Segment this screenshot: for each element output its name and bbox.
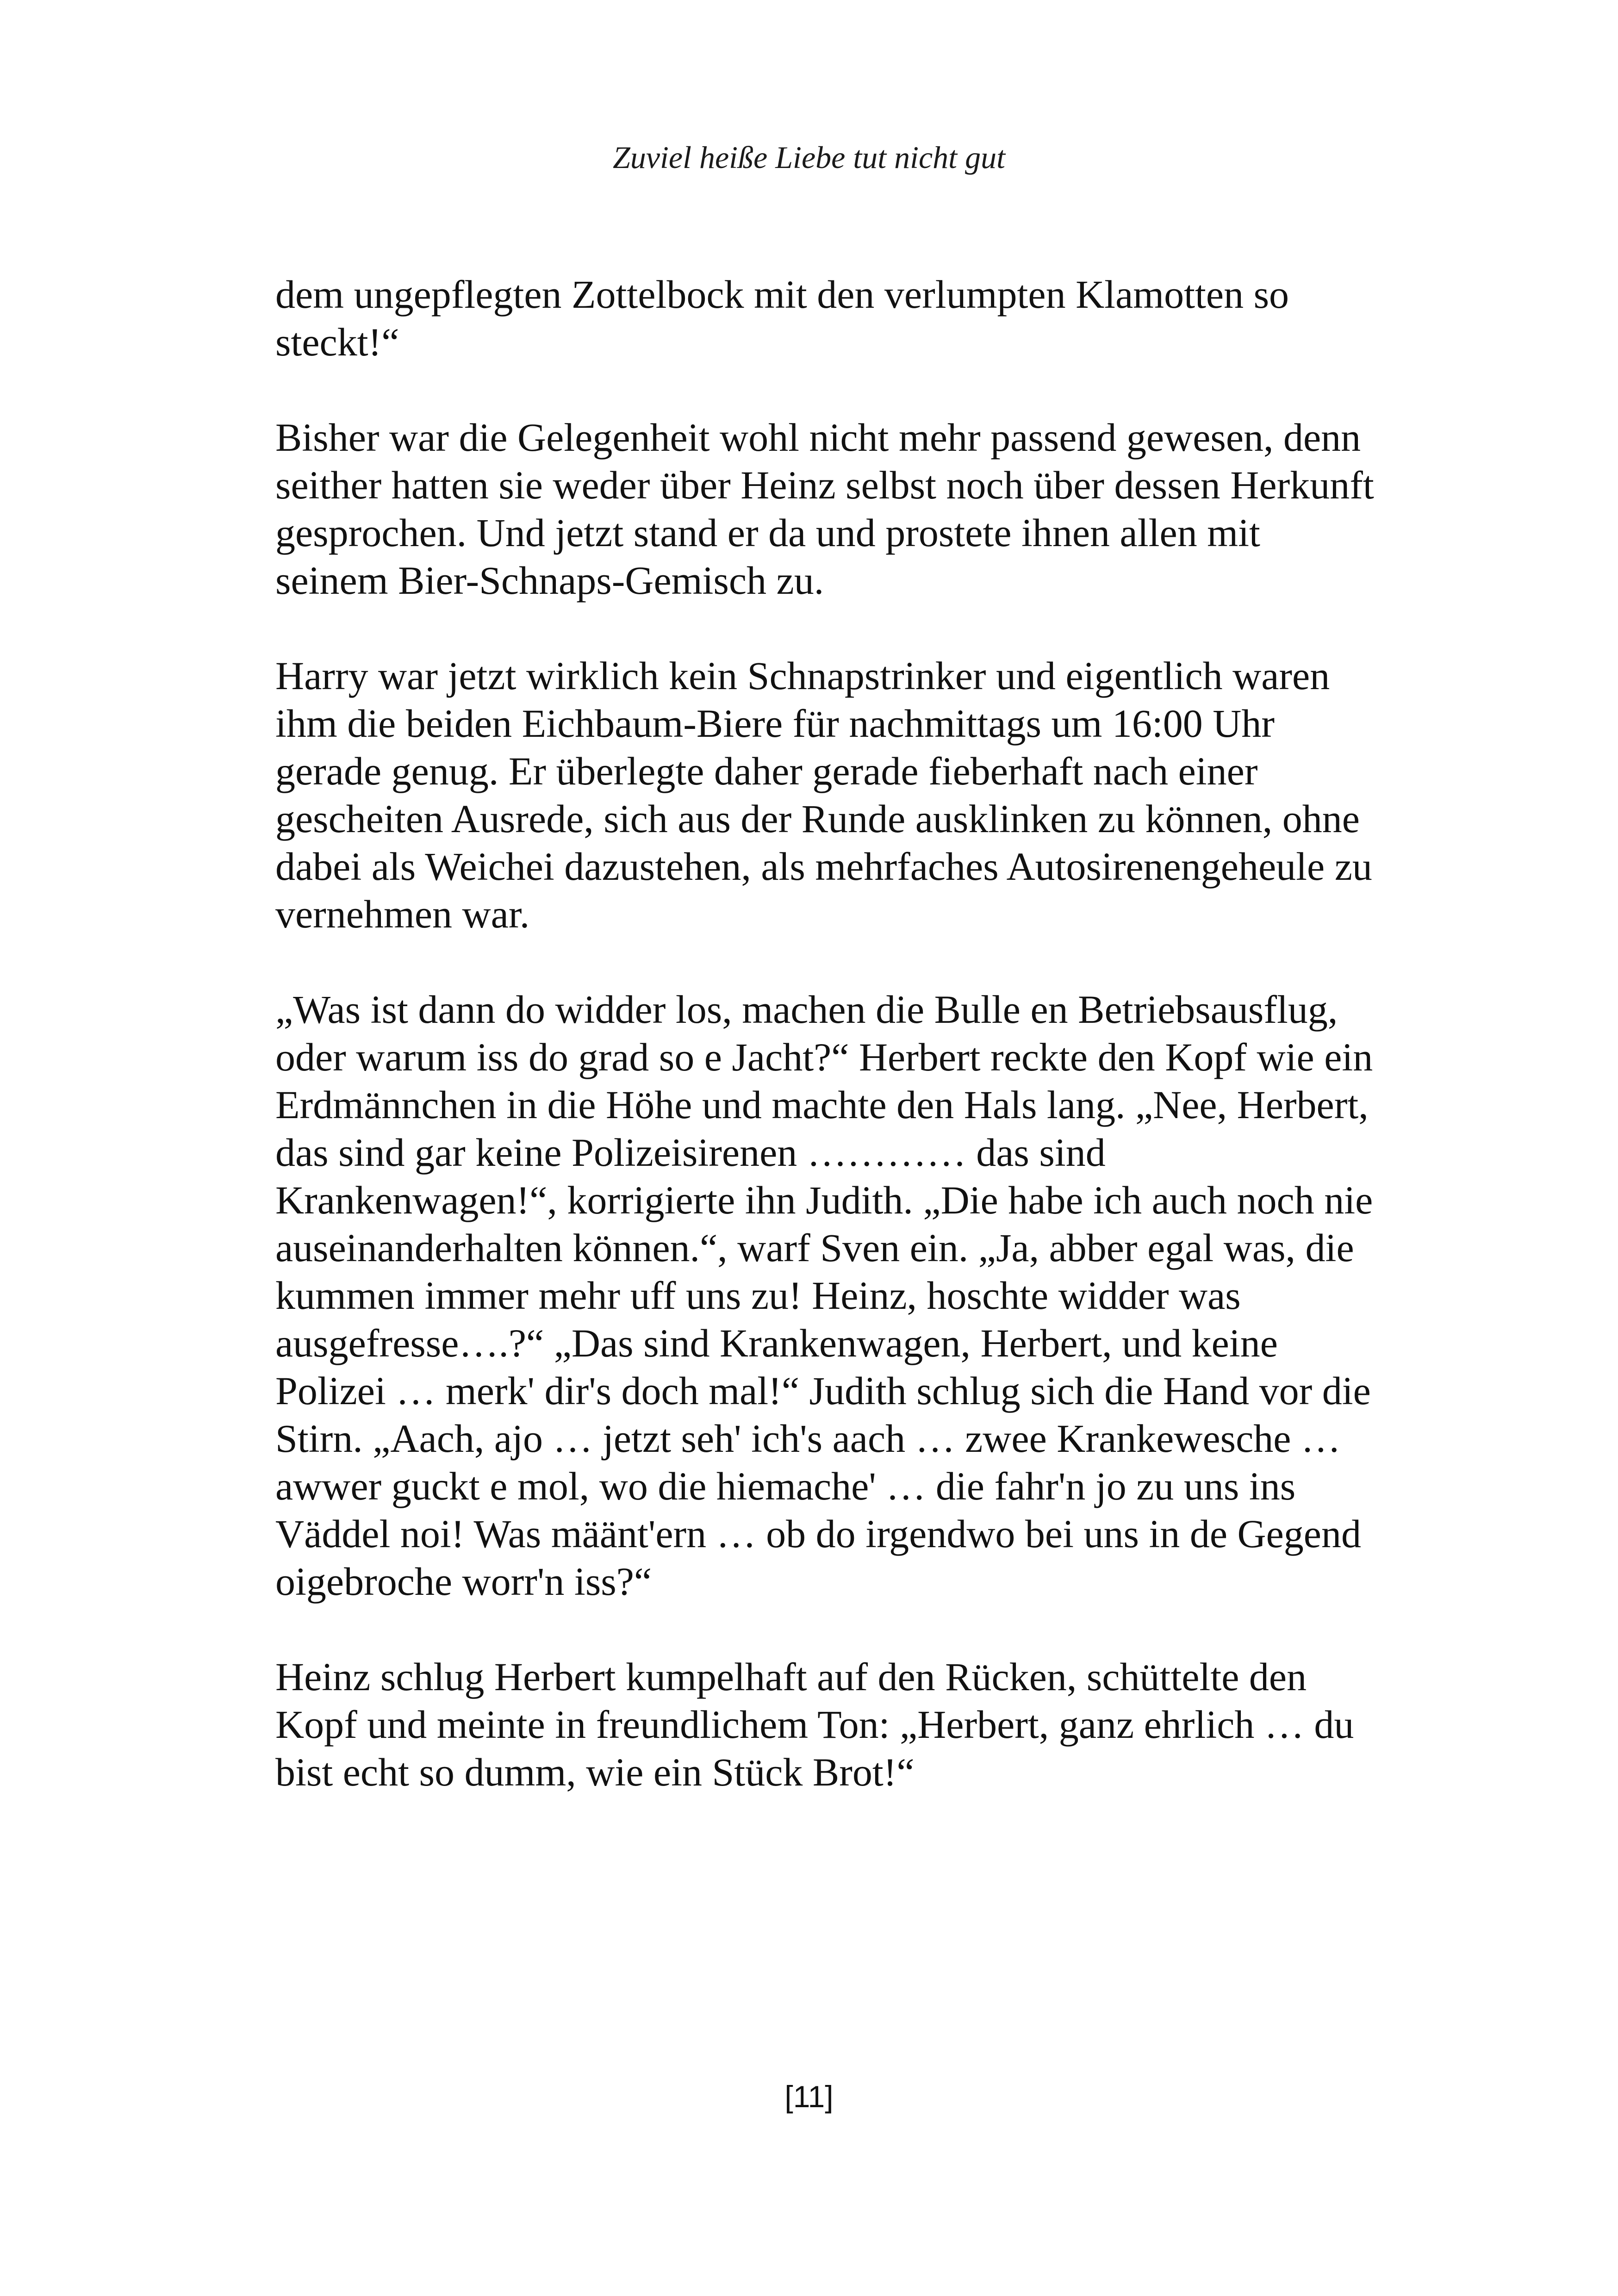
paragraph-4: „Was ist dann do widder los, machen die Bulle en Betriebsausflug, oder warum iss do grad so e Jacht?“ Herbert reckte den Kopf wie ein Erdmännchen in die Höhe und machte den Hals lang. „Nee, Herbert, das sind gar keine Polizeisirenen ………… das sind Krankenwagen!“, korrigierte ihn Judith. „Die habe ich auch noch nie auseinanderhalten können.“, warf Sven ein. „Ja, abber egal was, die kummen immer mehr uff uns zu! Heinz, hoschte widder was ausgefresse….?“ „Das sind Krankenwagen, Herbert, und keine Polizei … merk' dir's doch mal!“ Judith schlug sich die Hand vor die Stirn. „Aach, ajo … jetzt seh' ich's aach … zwee Krankewesche … awwer guckt e mol, wo die hiemache' … die fahr'n jo zu uns ins Väddel noi! Was määnt'ern … ob do irgendwo bei uns in de Gegend oigebroche worr'n iss?“ [275, 987, 1373, 1604]
paragraph-5: Heinz schlug Herbert kumpelhaft auf den Rücken, schüttelte den Kopf und meinte in freundlichem Ton: „Herbert, ganz ehrlich … du bist echt so dumm, wie ein Stück Brot!“ [275, 1655, 1354, 1794]
paragraph-1: dem ungepflegten Zottelbock mit den verlumpten Klamotten so steckt!“ [275, 272, 1289, 364]
page-number: [11] [784, 2079, 834, 2114]
running-header-title: Zuviel heiße Liebe tut nicht gut [613, 140, 1005, 175]
paragraph-3: Harry war jetzt wirklich kein Schnapstrinker und eigentlich waren ihm die beiden Eichbaum-Biere für nachmittags um 16:00 Uhr gerade genug. Er überlegte daher gerade fieberhaft nach einer gescheiten Ausrede, sich aus der Runde ausklinken zu können, ohne dabei als Weichei dazustehen, als mehrfaches Autosirenengeheule zu vernehmen war. [275, 653, 1372, 936]
paragraph-2: Bisher war die Gelegenheit wohl nicht mehr passend gewesen, denn seither hatten sie weder über Heinz selbst noch über dessen Herkunft gesprochen. Und jetzt stand er da und prostete ihnen allen mit seinem Bier-Schnaps-Gemisch zu. [275, 415, 1374, 603]
body-text [275, 271, 1377, 1796]
